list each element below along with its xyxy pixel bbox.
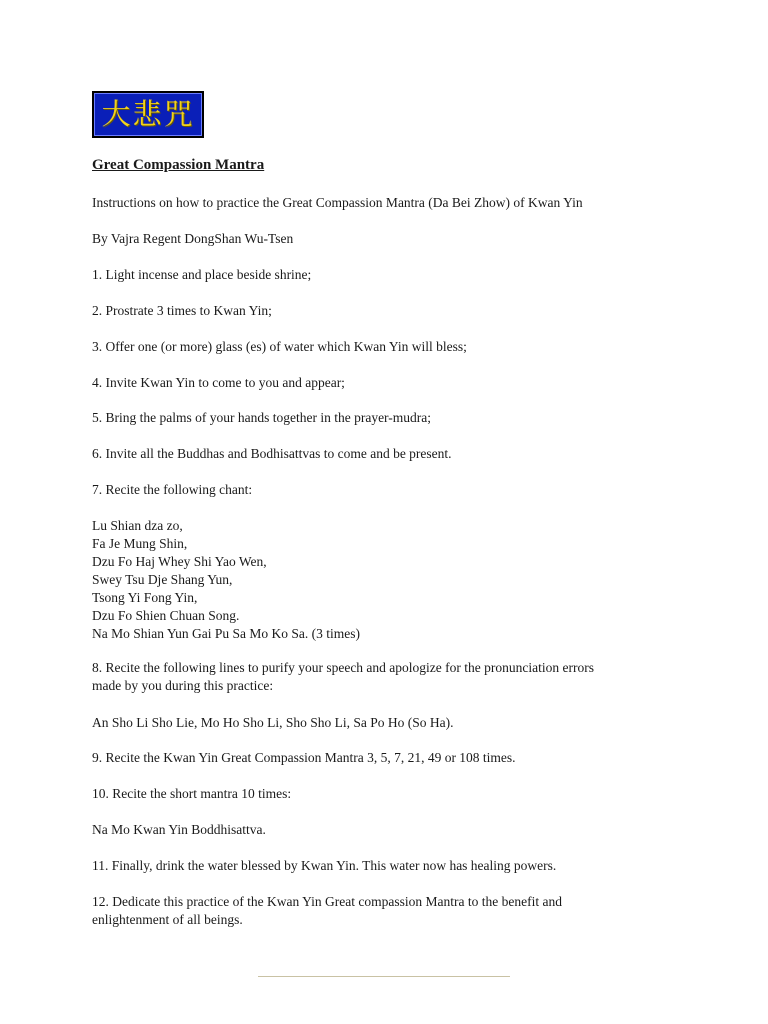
step-12 — [92, 893, 562, 929]
chant-line: Dzu Fo Shien Chuan Song. — [92, 608, 240, 623]
intro-paragraph: Instructions on how to practice the Great Compassion Mantra (Da Bei Zhow) of Kwan Yin — [92, 195, 583, 210]
step-5: 5. Bring the palms of your hands together in the prayer-mudra; — [92, 410, 432, 425]
footer-divider — [258, 976, 510, 977]
step-9: 9. Recite the Kwan Yin Great Compassion Mantra 3, 5, 7, 21, 49 or 108 times. — [92, 750, 516, 765]
step-12-line: 12. Dedicate this practice of the Kwan Yin Great compassion Mantra to the benefit and — [92, 894, 562, 909]
step-12-line: enlightenment of all beings. — [92, 912, 243, 927]
step-10: 10. Recite the short mantra 10 times: — [92, 786, 292, 801]
purify-line: An Sho Li Sho Lie, Mo Ho Sho Li, Sho Sho Li, Sa Po Ho (So Ha). — [92, 715, 454, 730]
step-6: 6. Invite all the Buddhas and Bodhisattvas to come and be present. — [92, 446, 452, 461]
logo-chinese-text: 大悲咒 — [101, 97, 195, 131]
chant-line: Tsong Yi Fong Yin, — [92, 590, 198, 605]
short-mantra: Na Mo Kwan Yin Boddhisattva. — [92, 822, 266, 837]
document-title: Great Compassion Mantra — [92, 157, 265, 173]
chant-line: Na Mo Shian Yun Gai Pu Sa Mo Ko Sa. (3 times) — [92, 626, 360, 641]
chant-line: Lu Shian dza zo, — [92, 518, 183, 533]
chant-block — [92, 517, 360, 643]
step-3: 3. Offer one (or more) glass (es) of water which Kwan Yin will bless; — [92, 339, 467, 354]
step-4: 4. Invite Kwan Yin to come to you and appear; — [92, 375, 345, 390]
great-compassion-logo — [92, 91, 204, 138]
step-8-line: 8. Recite the following lines to purify your speech and apologize for the pronunciation errors — [92, 660, 594, 675]
chant-line: Fa Je Mung Shin, — [92, 536, 188, 551]
step-2: 2. Prostrate 3 times to Kwan Yin; — [92, 303, 272, 318]
byline: By Vajra Regent DongShan Wu-Tsen — [92, 231, 294, 246]
step-8-line: made by you during this practice: — [92, 678, 274, 693]
step-11: 11. Finally, drink the water blessed by Kwan Yin. This water now has healing powers. — [92, 858, 557, 873]
step-8 — [92, 659, 594, 695]
step-7: 7. Recite the following chant: — [92, 482, 253, 497]
chant-line: Swey Tsu Dje Shang Yun, — [92, 572, 233, 587]
chant-line: Dzu Fo Haj Whey Shi Yao Wen, — [92, 554, 267, 569]
step-1: 1. Light incense and place beside shrine; — [92, 267, 312, 282]
